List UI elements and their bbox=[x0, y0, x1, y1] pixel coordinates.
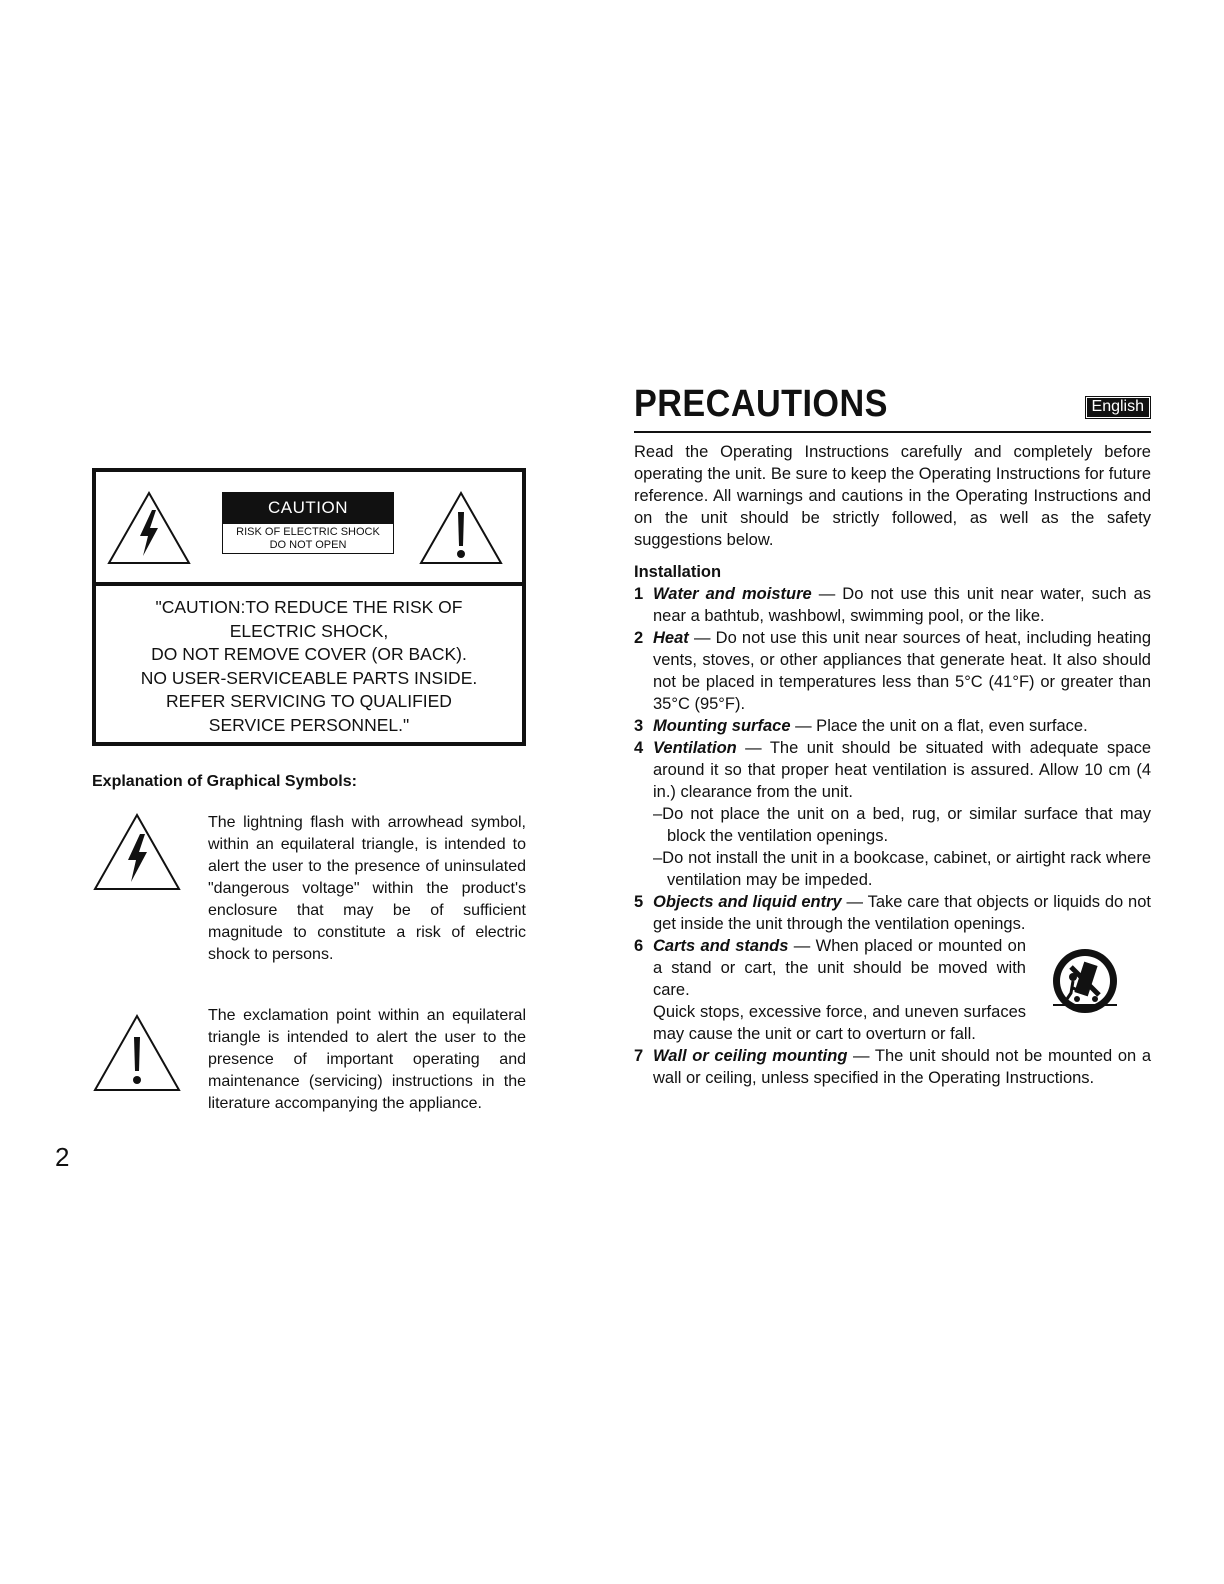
caution-label-heading: CAUTION bbox=[222, 492, 394, 524]
cart-tip-over-warning-icon bbox=[1049, 945, 1121, 1017]
item-lead: Water and moisture bbox=[653, 585, 812, 603]
item-subpoint: –Do not place the unit on a bed, rug, or similar surface that may block the ventilation openings. bbox=[653, 805, 1151, 845]
item-number: 3 bbox=[634, 717, 644, 735]
caution-statement-line: REFER SERVICING TO QUALIFIED bbox=[166, 691, 452, 711]
item-number: 7 bbox=[634, 1047, 644, 1065]
item-text: — Do not use this unit near sources of heat, including heating vents, stoves, or other appliances that generate heat. It also should not be placed in temperatures less than 5°C (41°F) or greater than 35°C (95°F). bbox=[653, 629, 1151, 713]
list-item bbox=[634, 715, 1151, 737]
caution-symbols-panel bbox=[96, 472, 522, 586]
exclamation-warning-icon bbox=[92, 1013, 182, 1093]
item-text: — Do not use this unit near water, such as near a bathtub, washbowl, swimming pool, or the like. bbox=[653, 585, 1151, 625]
lightning-warning-icon bbox=[92, 812, 182, 892]
lightning-warning-icon bbox=[106, 490, 192, 566]
installation-heading: Installation bbox=[634, 563, 722, 581]
list-item bbox=[634, 1045, 1151, 1089]
item-text: — Take care that objects or liquids do not get inside the unit through the ventilation openings. bbox=[653, 893, 1151, 933]
caution-label-subtext bbox=[222, 524, 394, 554]
item-number: 1 bbox=[634, 585, 644, 603]
lightning-symbol-explanation bbox=[92, 812, 526, 992]
item-extra-text: Quick stops, excessive force, and uneven surfaces may cause the unit or cart to overturn or fall. bbox=[653, 1003, 1026, 1043]
item-text: — Place the unit on a flat, even surface. bbox=[790, 717, 1088, 735]
caution-box bbox=[92, 468, 526, 746]
lightning-explanation-text: The lightning flash with arrowhead symbol, within an equilateral triangle, is intended to alert the user to the presence of uninsulated "dangerous voltage" within the product's enclosure that may be of sufficient magnitude to constitute a risk of electric shock to persons. bbox=[208, 814, 526, 963]
precautions-column bbox=[634, 385, 1151, 1089]
item-lead: Mounting surface bbox=[653, 717, 791, 735]
list-item bbox=[634, 737, 1151, 891]
item-number: 4 bbox=[634, 739, 644, 757]
list-item bbox=[634, 583, 1151, 627]
item-text: — When placed or mounted on a stand or cart, the unit should be moved with care. bbox=[653, 937, 1027, 999]
caution-label bbox=[222, 492, 394, 554]
caution-statement-line: SERVICE PERSONNEL." bbox=[208, 714, 410, 735]
item-lead: Heat bbox=[653, 629, 689, 647]
caution-statement-line: "CAUTION:TO REDUCE THE RISK OF bbox=[155, 597, 463, 617]
item-text: — The unit should be situated with adequate space around it so that proper heat ventilation is assured. Allow 10 cm (4 in.) clearance from the unit. bbox=[653, 739, 1151, 801]
list-item bbox=[634, 891, 1151, 935]
item-lead: Objects and liquid entry bbox=[653, 893, 842, 911]
intro-paragraph: Read the Operating Instructions carefully and completely before operating the unit. Be sure to keep the Operating Instructions for future reference. All warnings and cautions in the Operating Instructions and on the unit should be strictly followed, as well as the safety suggestions below. bbox=[634, 443, 1151, 549]
item-number: 2 bbox=[634, 629, 644, 647]
language-badge: English bbox=[1085, 396, 1151, 419]
exclamation-warning-icon bbox=[418, 490, 504, 566]
exclamation-symbol-explanation bbox=[92, 1005, 526, 1145]
item-number: 6 bbox=[634, 937, 644, 955]
item-subpoint: –Do not install the unit in a bookcase, cabinet, or airtight rack where ventilation may be impeded. bbox=[653, 849, 1151, 889]
page-title: PRECAUTIONS bbox=[634, 383, 888, 425]
page-number: 2 bbox=[55, 1142, 70, 1172]
explanation-heading: Explanation of Graphical Symbols: bbox=[92, 773, 357, 790]
caution-statement bbox=[96, 596, 522, 737]
list-item bbox=[634, 627, 1151, 715]
caution-statement-line: ELECTRIC SHOCK, bbox=[229, 620, 389, 641]
title-row bbox=[634, 385, 1151, 433]
item-lead: Wall or ceiling mounting bbox=[653, 1047, 848, 1065]
caution-statement-line: DO NOT REMOVE COVER (OR BACK). bbox=[151, 644, 467, 664]
caution-label-line: RISK OF ELECTRIC SHOCK bbox=[236, 526, 380, 538]
list-item bbox=[634, 935, 1151, 1045]
item-lead: Carts and stands bbox=[653, 937, 789, 955]
installation-list bbox=[634, 583, 1151, 1089]
caution-label-line: DO NOT OPEN bbox=[269, 539, 347, 551]
item-number: 5 bbox=[634, 893, 644, 911]
item-lead: Ventilation bbox=[653, 739, 737, 757]
exclamation-explanation-text: The exclamation point within an equilateral triangle is intended to alert the user to the presence of important operating and maintenance (servicing) instructions in the literature accompanying the appliance. bbox=[208, 1007, 526, 1112]
item-text: — The unit should not be mounted on a wall or ceiling, unless specified in the Operating Instructions. bbox=[653, 1047, 1151, 1087]
caution-statement-line: NO USER-SERVICEABLE PARTS INSIDE. bbox=[140, 667, 478, 688]
